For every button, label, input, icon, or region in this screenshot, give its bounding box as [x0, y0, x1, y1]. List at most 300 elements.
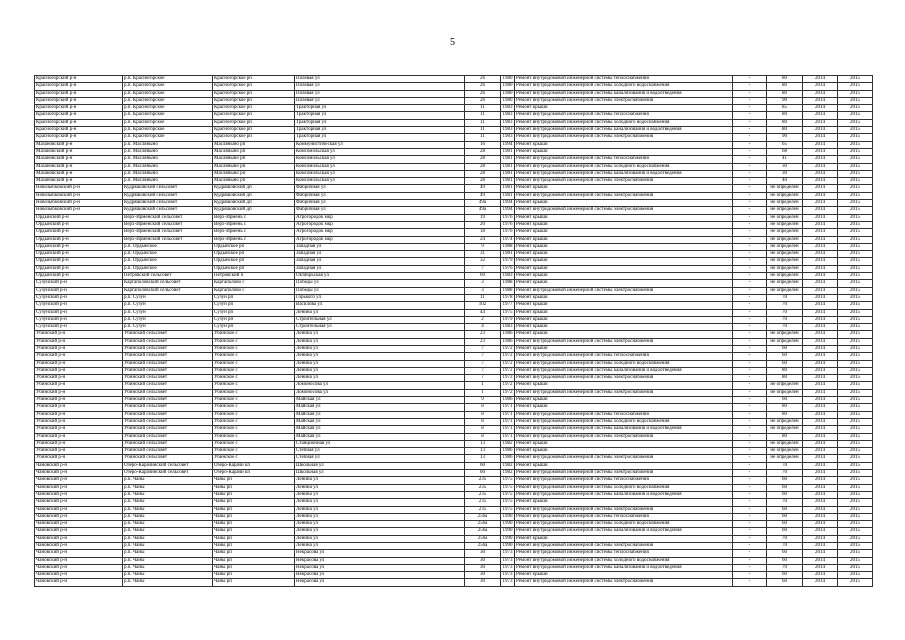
dash-cell: - [733, 170, 767, 177]
table-row [35, 221, 873, 228]
end-year-cell: 2015 [838, 470, 873, 477]
street-cell: Фабричная ул [295, 200, 465, 207]
dash-cell: - [733, 119, 767, 126]
municipality-cell: р.п. Чаны [123, 513, 213, 520]
start-year-cell: 2014 [803, 528, 838, 535]
house-number-cell: 44 [465, 309, 501, 316]
table-row [35, 513, 873, 520]
street-cell: Фабричная ул [295, 192, 465, 199]
house-number-cell: 9 [465, 243, 501, 250]
municipality-cell: р.п. Чаны [123, 477, 213, 484]
settlement-cell: Убинское с [213, 382, 295, 389]
municipality-cell: Кудряшовский сельсовет [123, 207, 213, 214]
settlement-cell: Сузун рп [213, 302, 295, 309]
house-number-cell: 18 [465, 229, 501, 236]
end-year-cell: 2015 [838, 236, 873, 243]
wear-percent-cell: 85 [767, 105, 803, 112]
year-built-cell: 1981 [502, 170, 513, 176]
district-cell: Убинский р-н [35, 455, 123, 462]
district-cell: Мазановский р-н [35, 141, 123, 148]
wear-percent-cell: 90 [767, 134, 803, 141]
settlement-cell: Масляныно рп [213, 156, 295, 163]
dash-cell: - [733, 192, 767, 199]
year-built-cell: 1972 [502, 367, 513, 373]
dash-cell: - [733, 207, 767, 214]
year-built-cell: 1974 [502, 236, 513, 242]
wear-percent-cell: 60 [767, 360, 803, 367]
start-year-cell: 2014 [803, 112, 838, 119]
street-cell: Майская ул [295, 411, 465, 418]
work-type-cell: Ремонт внутридомовой инженерной системы электроснабжения [515, 207, 733, 214]
district-cell: Красногорский р-н [35, 119, 123, 126]
dash-cell: - [733, 148, 767, 155]
municipality-cell: Убинский сельсовет [123, 411, 213, 418]
table-row [35, 477, 873, 484]
start-year-cell: 2014 [803, 426, 838, 433]
municipality-cell: Убинский сельсовет [123, 360, 213, 367]
end-year-cell: 2015 [838, 367, 873, 374]
settlement-cell: Чаны рп [213, 477, 295, 484]
work-type-cell: Ремонт крыши [515, 535, 733, 542]
house-number-cell: 49а [465, 200, 501, 207]
wear-percent-cell: 70 [767, 462, 803, 469]
wear-percent-cell: 80 [767, 127, 803, 134]
street-cell: Ленина ул [295, 338, 465, 345]
work-type-cell: Ремонт крыши [515, 200, 733, 207]
municipality-cell: Верх-Ирменский сельсовет [123, 214, 213, 221]
year-built-cell: 1988 [502, 287, 513, 293]
table-row [35, 433, 873, 440]
settlement-cell: Озеро-Карачи кп [213, 462, 295, 469]
street-cell: Станционная ул [295, 440, 465, 447]
district-cell: Чановский р-н [35, 543, 123, 550]
end-year-cell: 2015 [838, 528, 873, 535]
year-built-cell: 1973 [502, 579, 513, 585]
table-row [35, 448, 873, 455]
work-type-cell: Ремонт внутридомовой инженерной системы холодного водоснабжения [515, 418, 733, 425]
table-row [35, 462, 873, 469]
dash-cell: - [733, 426, 767, 433]
wear-percent-cell: 80 [767, 83, 803, 90]
end-year-cell: 2015 [838, 345, 873, 352]
municipality-cell: Убинский сельсовет [123, 418, 213, 425]
year-built-cell: 1975 [502, 477, 513, 483]
start-year-cell: 2014 [803, 564, 838, 571]
start-year-cell: 2014 [803, 236, 838, 243]
house-number-cell: 235 [465, 506, 501, 513]
wear-percent-cell: не определен [767, 273, 803, 280]
table-row [35, 148, 873, 155]
district-cell: Убинский р-н [35, 440, 123, 447]
table-row [35, 229, 873, 236]
wear-percent-cell: 60 [767, 572, 803, 579]
district-cell: Красногорский р-н [35, 97, 123, 104]
wear-percent-cell: 70 [767, 309, 803, 316]
end-year-cell: 2015 [838, 200, 873, 207]
table-row [35, 309, 873, 316]
work-type-cell: Ремонт крыши [515, 273, 733, 280]
settlement-cell: Убинское с [213, 448, 295, 455]
start-year-cell: 2014 [803, 294, 838, 301]
end-year-cell: 2015 [838, 513, 873, 520]
house-number-cell: 24 [465, 236, 501, 243]
settlement-cell: Верх-Ирмень с [213, 229, 295, 236]
settlement-cell: Красногорское рп [213, 90, 295, 97]
settlement-cell: Кудряшовский дп [213, 185, 295, 192]
year-built-cell: 1971 [502, 404, 513, 410]
wear-percent-cell: не определен [767, 192, 803, 199]
end-year-cell: 2015 [838, 265, 873, 272]
year-built-cell: 1973 [502, 550, 513, 556]
municipality-cell: Верх-Ирменский сельсовет [123, 221, 213, 228]
house-number-cell: 256а [465, 535, 501, 542]
work-type-cell: Ремонт крыши [515, 397, 733, 404]
year-built-cell: 1980 [502, 90, 513, 96]
dash-cell: - [733, 156, 767, 163]
year-built-cell: 1979 [502, 316, 513, 322]
street-cell: Западная ул [295, 243, 465, 250]
year-built-cell: 1971 [502, 411, 513, 417]
table-row [35, 90, 873, 97]
dash-cell: - [733, 229, 767, 236]
district-cell: Чановский р-н [35, 470, 123, 477]
wear-percent-cell: 60 [767, 513, 803, 520]
street-cell: Школьная ул [295, 462, 465, 469]
wear-percent-cell: не определен [767, 251, 803, 258]
start-year-cell: 2014 [803, 470, 838, 477]
year-built-cell: 1981 [502, 156, 513, 162]
end-year-cell: 2015 [838, 178, 873, 185]
start-year-cell: 2014 [803, 367, 838, 374]
district-cell: Ордынский р-н [35, 243, 123, 250]
settlement-cell: Красногорское рп [213, 76, 295, 83]
municipality-cell: р.п. Ордынское [123, 265, 213, 272]
wear-percent-cell: 30 [767, 170, 803, 177]
year-built-cell: 1975 [502, 484, 513, 490]
street-cell: Полевая ул [295, 76, 465, 83]
district-cell: Новозыбковский р-н [35, 200, 123, 207]
table-row [35, 572, 873, 579]
street-cell: Тракторная ул [295, 119, 465, 126]
settlement-cell: Красногорское рп [213, 119, 295, 126]
house-number-cell: 28 [465, 170, 501, 177]
settlement-cell: Убинское с [213, 404, 295, 411]
start-year-cell: 2014 [803, 418, 838, 425]
dash-cell: - [733, 236, 767, 243]
work-type-cell: Ремонт крыши [515, 105, 733, 112]
street-cell: Некрасова ул [295, 564, 465, 571]
table-row [35, 127, 873, 134]
end-year-cell: 2015 [838, 163, 873, 170]
wear-percent-cell: 70 [767, 294, 803, 301]
table-row [35, 280, 873, 287]
house-number-cell: 49 [465, 192, 501, 199]
settlement-cell: Чаны рп [213, 484, 295, 491]
work-type-cell: Ремонт внутридомовой инженерной системы электроснабжения [515, 97, 733, 104]
page-number: 5 [450, 37, 455, 48]
municipality-cell: р.п. Чаны [123, 528, 213, 535]
wear-percent-cell: 65 [767, 141, 803, 148]
table-row [35, 302, 873, 309]
wear-percent-cell: 60 [767, 550, 803, 557]
municipality-cell: р.п. Ордынское [123, 258, 213, 265]
house-number-cell: 28 [465, 148, 501, 155]
street-cell: Фабричная ул [295, 207, 465, 214]
dash-cell: - [733, 448, 767, 455]
end-year-cell: 2015 [838, 353, 873, 360]
start-year-cell: 2014 [803, 543, 838, 550]
dash-cell: - [733, 484, 767, 491]
street-cell: Ленина ул [295, 513, 465, 520]
house-number-cell: 8 [465, 411, 501, 418]
municipality-cell: р.п. Красногорское [123, 76, 213, 83]
work-type-cell: Ремонт крыши [515, 236, 733, 243]
wear-percent-cell: 80 [767, 76, 803, 83]
start-year-cell: 2014 [803, 170, 838, 177]
dash-cell: - [733, 324, 767, 331]
start-year-cell: 2014 [803, 345, 838, 352]
district-cell: Мазановский р-н [35, 148, 123, 155]
dash-cell: - [733, 76, 767, 83]
dash-cell: - [733, 375, 767, 382]
start-year-cell: 2014 [803, 309, 838, 316]
settlement-cell: Убинское с [213, 353, 295, 360]
settlement-cell: Красногорское рп [213, 83, 295, 90]
end-year-cell: 2015 [838, 360, 873, 367]
settlement-cell: Красногорское рп [213, 105, 295, 112]
municipality-cell: р.п. Красногорское [123, 134, 213, 141]
wear-percent-cell: 80 [767, 433, 803, 440]
settlement-cell: Убинское с [213, 367, 295, 374]
street-cell: Победы ул [295, 287, 465, 294]
street-cell: Василова ул [295, 302, 465, 309]
end-year-cell: 2015 [838, 97, 873, 104]
wear-percent-cell: не определен [767, 214, 803, 221]
year-built-cell: 1980 [502, 83, 513, 89]
work-type-cell: Ремонт внутридомовой инженерной системы теплоснабжения [515, 411, 733, 418]
start-year-cell: 2014 [803, 360, 838, 367]
house-number-cell: 30 [465, 557, 501, 564]
table-row [35, 579, 873, 586]
district-cell: Мазановский р-н [35, 156, 123, 163]
table-row [35, 105, 873, 112]
table-row [35, 367, 873, 374]
municipality-cell: Кудряшовский сельсовет [123, 200, 213, 207]
dash-cell: - [733, 572, 767, 579]
table-row [35, 273, 873, 280]
house-number-cell: 11 [465, 119, 501, 126]
work-type-cell: Ремонт внутридомовой инженерной системы электроснабжения [515, 178, 733, 185]
street-cell: Фабричная ул [295, 185, 465, 192]
work-type-cell: Ремонт внутридомовой инженерной системы электроснабжения [515, 433, 733, 440]
settlement-cell: Кудряшовский дп [213, 192, 295, 199]
table-row [35, 557, 873, 564]
settlement-cell: Чаны рп [213, 550, 295, 557]
house-number-cell: 28 [465, 163, 501, 170]
work-type-cell: Ремонт крыши [515, 214, 733, 221]
start-year-cell: 2014 [803, 462, 838, 469]
end-year-cell: 2015 [838, 141, 873, 148]
municipality-cell: р.п. Чаны [123, 564, 213, 571]
dash-cell: - [733, 105, 767, 112]
end-year-cell: 2015 [838, 389, 873, 396]
district-cell: Сузунский р-н [35, 287, 123, 294]
settlement-cell: Убинское с [213, 397, 295, 404]
table-row [35, 170, 873, 177]
dash-cell: - [733, 506, 767, 513]
dash-cell: - [733, 440, 767, 447]
municipality-cell: р.п. Чаны [123, 557, 213, 564]
table-row [35, 163, 873, 170]
dash-cell: - [733, 185, 767, 192]
dash-cell: - [733, 258, 767, 265]
settlement-cell: Кудряшовский дп [213, 200, 295, 207]
municipality-cell: р.п. Чаны [123, 521, 213, 528]
district-cell: Чановский р-н [35, 564, 123, 571]
street-cell: Некрасова ул [295, 557, 465, 564]
work-type-cell: Ремонт внутридомовой инженерной системы электроснабжения [515, 338, 733, 345]
house-number-cell: 235 [465, 491, 501, 498]
district-cell: Убинский р-н [35, 397, 123, 404]
work-type-cell: Ремонт внутридомовой инженерной системы электроснабжения [515, 389, 733, 396]
wear-percent-cell: 80 [767, 375, 803, 382]
district-cell: Красногорский р-н [35, 90, 123, 97]
wear-percent-cell: не определен [767, 448, 803, 455]
street-cell: Западная ул [295, 265, 465, 272]
street-cell: Некрасова ул [295, 572, 465, 579]
wear-percent-cell: не определен [767, 382, 803, 389]
settlement-cell: Масляныно рп [213, 148, 295, 155]
dash-cell: - [733, 367, 767, 374]
start-year-cell: 2014 [803, 477, 838, 484]
work-type-cell: Ремонт внутридомовой инженерной системы электроснабжения [515, 455, 733, 462]
table-row [35, 440, 873, 447]
district-cell: Убинский р-н [35, 389, 123, 396]
dash-cell: - [733, 382, 767, 389]
end-year-cell: 2015 [838, 170, 873, 177]
house-number-cell: 7 [465, 360, 501, 367]
street-cell: Победы ул [295, 280, 465, 287]
settlement-cell: Ордынское рп [213, 243, 295, 250]
house-number-cell: 20 [465, 221, 501, 228]
dash-cell: - [733, 251, 767, 258]
start-year-cell: 2014 [803, 382, 838, 389]
street-cell: Агрогородок мкр [295, 236, 465, 243]
year-built-cell: 1982 [502, 470, 513, 476]
municipality-cell: Убинский сельсовет [123, 367, 213, 374]
dash-cell: - [733, 550, 767, 557]
house-number-cell: 60 [465, 462, 501, 469]
wear-percent-cell: 70 [767, 470, 803, 477]
start-year-cell: 2014 [803, 484, 838, 491]
work-type-cell: Ремонт внутридомовой инженерной системы электроснабжения [515, 134, 733, 141]
table-row [35, 112, 873, 119]
end-year-cell: 2015 [838, 90, 873, 97]
end-year-cell: 2015 [838, 251, 873, 258]
street-cell: Тракторная ул [295, 127, 465, 134]
end-year-cell: 2015 [838, 564, 873, 571]
settlement-cell: Ордынское рп [213, 265, 295, 272]
district-cell: Убинский р-н [35, 426, 123, 433]
house-number-cell: 3 [465, 280, 501, 287]
year-built-cell: 1972 [502, 382, 513, 388]
table-row [35, 499, 873, 506]
end-year-cell: 2015 [838, 433, 873, 440]
house-number-cell: 8 [465, 426, 501, 433]
district-cell: Мазановский р-н [35, 178, 123, 185]
settlement-cell: Чаны рп [213, 579, 295, 586]
year-built-cell: 1973 [502, 557, 513, 563]
start-year-cell: 2014 [803, 506, 838, 513]
dash-cell: - [733, 564, 767, 571]
year-built-cell: 1976 [502, 265, 513, 271]
street-cell: Ломоносова ул [295, 382, 465, 389]
house-number-cell: 60 [465, 470, 501, 477]
work-type-cell: Ремонт крыши [515, 294, 733, 301]
start-year-cell: 2014 [803, 273, 838, 280]
year-built-cell: 1977 [502, 302, 513, 308]
district-cell: Чановский р-н [35, 557, 123, 564]
municipality-cell: Убинский сельсовет [123, 338, 213, 345]
settlement-cell: Чаны рп [213, 521, 295, 528]
work-type-cell: Ремонт крыши [515, 324, 733, 331]
house-number-cell: 30 [465, 572, 501, 579]
house-number-cell: 2 [465, 316, 501, 323]
settlement-cell: Верх-Ирмень с [213, 214, 295, 221]
start-year-cell: 2014 [803, 302, 838, 309]
settlement-cell: Верх-Ирмень с [213, 221, 295, 228]
end-year-cell: 2015 [838, 83, 873, 90]
dash-cell: - [733, 491, 767, 498]
municipality-cell: р.п. Ордынское [123, 251, 213, 258]
district-cell: Чановский р-н [35, 528, 123, 535]
district-cell: Красногорский р-н [35, 76, 123, 83]
start-year-cell: 2014 [803, 207, 838, 214]
wear-percent-cell: 80 [767, 119, 803, 126]
table-row [35, 141, 873, 148]
settlement-cell: Ордынское рп [213, 251, 295, 258]
table-row [35, 243, 873, 250]
municipality-cell: р.п. Ордынское [123, 243, 213, 250]
start-year-cell: 2014 [803, 163, 838, 170]
year-built-cell: 1981 [502, 163, 513, 169]
table-row [35, 353, 873, 360]
street-cell: Октябрьская ул [295, 273, 465, 280]
table-row [35, 470, 873, 477]
house-number-cell: 1 [465, 389, 501, 396]
year-built-cell: 1990 [502, 535, 513, 541]
street-cell: Тракторная ул [295, 134, 465, 141]
wear-percent-cell: не определен [767, 229, 803, 236]
repair-schedule-table [34, 75, 873, 587]
end-year-cell: 2015 [838, 148, 873, 155]
district-cell: Красногорский р-н [35, 112, 123, 119]
district-cell: Ордынский р-н [35, 273, 123, 280]
end-year-cell: 2015 [838, 535, 873, 542]
settlement-cell: Чаны рп [213, 543, 295, 550]
dash-cell: - [733, 338, 767, 345]
year-built-cell: 1990 [502, 528, 513, 534]
dash-cell: - [733, 345, 767, 352]
wear-percent-cell: 60 [767, 579, 803, 586]
settlement-cell: Красногорское рп [213, 97, 295, 104]
municipality-cell: Убинский сельсовет [123, 404, 213, 411]
settlement-cell: Убинское с [213, 440, 295, 447]
dash-cell: - [733, 331, 767, 338]
start-year-cell: 2014 [803, 156, 838, 163]
municipality-cell: р.п. Масляныно [123, 141, 213, 148]
municipality-cell: Каргаполовский сельсовет [123, 280, 213, 287]
